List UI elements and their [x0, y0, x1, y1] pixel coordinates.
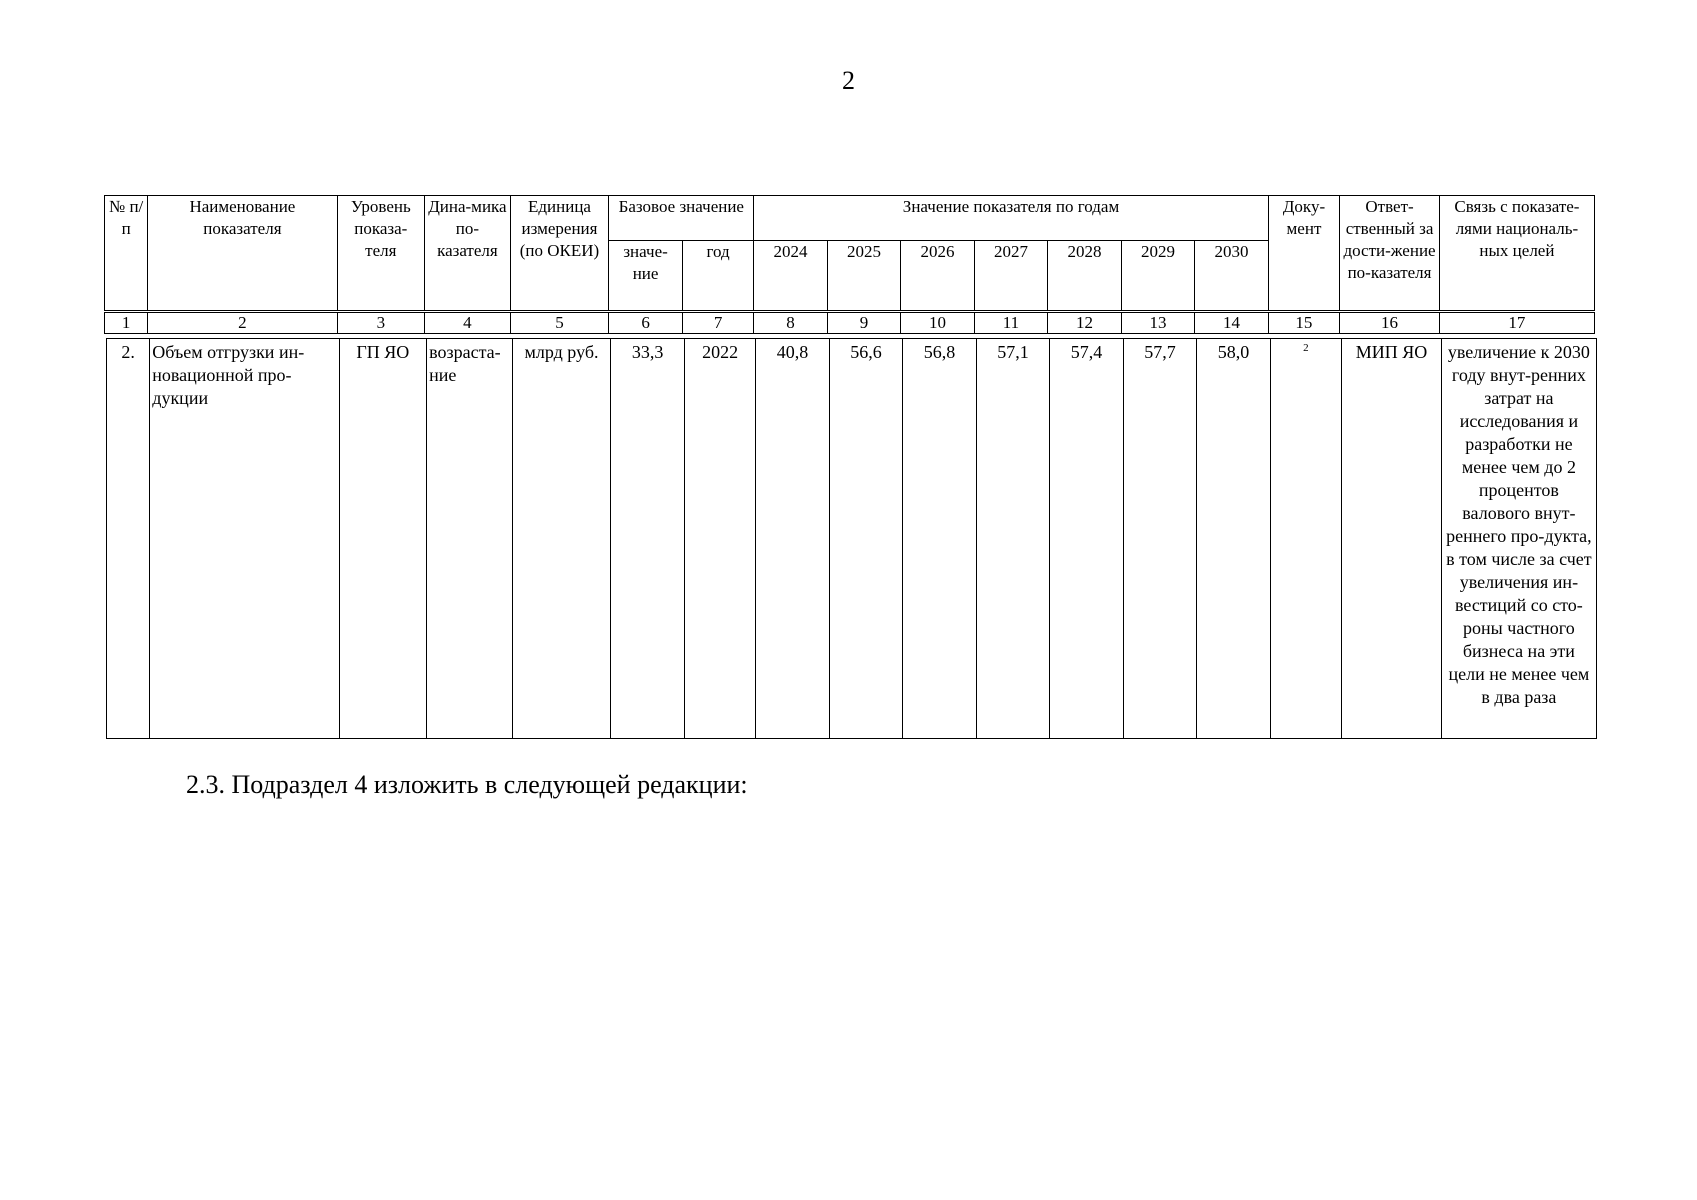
column-number: 5	[510, 313, 609, 334]
column-number: 8	[754, 313, 827, 334]
row-document	[1270, 339, 1341, 739]
header-year: 2025	[827, 241, 900, 311]
header-responsible: Ответ-ственный за дости-жение по-казателя	[1340, 196, 1440, 311]
table-row	[107, 339, 1597, 739]
row-value: 58,0	[1197, 339, 1270, 739]
column-number: 15	[1268, 313, 1339, 334]
row-value: 56,8	[903, 339, 976, 739]
table-data	[106, 338, 1597, 739]
header-name: Наименование показателя	[148, 196, 337, 311]
row-responsible: МИП ЯО	[1342, 339, 1442, 739]
column-number: 11	[974, 313, 1047, 334]
page-number: 2	[842, 66, 855, 95]
header-base-year: год	[682, 241, 753, 311]
header-year: 2028	[1048, 241, 1121, 311]
column-number: 17	[1439, 313, 1594, 334]
header-year: 2024	[754, 241, 827, 311]
header-year: 2029	[1121, 241, 1194, 311]
row-base-year: 2022	[684, 339, 755, 739]
row-no: 2.	[107, 339, 150, 739]
column-number: 13	[1121, 313, 1194, 334]
row-value: 57,7	[1123, 339, 1196, 739]
column-number: 6	[609, 313, 682, 334]
header-base: Базовое значение	[609, 196, 754, 241]
header-year: 2027	[974, 241, 1047, 311]
column-number: 2	[148, 313, 337, 334]
column-number: 7	[682, 313, 753, 334]
header-year: 2026	[901, 241, 974, 311]
header-level: Уровень показа-теля	[337, 196, 425, 311]
row-link: увеличение к 2030 году внут-ренних затрат на исследования и разработки не менее чем до 2 процентов валового внут-реннего про-дукта, в том числе за счет увеличения ин-вестиций со сто-роны частного бизнеса на эти цели не менее чем в два раза	[1441, 339, 1596, 739]
row-unit: млрд руб.	[512, 339, 611, 739]
header-unit: Единица измерения (по ОКЕИ)	[510, 196, 609, 311]
column-number: 16	[1340, 313, 1440, 334]
header-no: № п/п	[105, 196, 148, 311]
header-year: 2030	[1195, 241, 1269, 311]
row-name: Объем отгрузки ин-новационной про-дукции	[150, 339, 339, 739]
column-number: 14	[1195, 313, 1268, 334]
row-dynamics: возраста-ние	[427, 339, 513, 739]
row-base-value: 33,3	[611, 339, 684, 739]
column-number: 4	[425, 313, 511, 334]
row-value: 56,6	[829, 339, 902, 739]
column-number: 10	[901, 313, 974, 334]
row-level: ГП ЯО	[339, 339, 427, 739]
header-dynamics: Дина-мика по-казателя	[425, 196, 511, 311]
row-value: 57,4	[1050, 339, 1123, 739]
column-number: 3	[337, 313, 425, 334]
header-link: Связь с показате-лями националь-ных целей	[1439, 196, 1594, 311]
document-footnote: 2	[1303, 342, 1309, 354]
row-value: 40,8	[756, 339, 829, 739]
header-document: Доку-мент	[1268, 196, 1339, 311]
table-column-numbers	[104, 312, 1595, 334]
row-value: 57,1	[976, 339, 1049, 739]
section-instruction: 2.3. Подраздел 4 изложить в следующей редакции:	[186, 770, 748, 799]
column-number: 1	[105, 313, 148, 334]
column-number: 9	[827, 313, 900, 334]
header-base-value: значе-ние	[609, 241, 682, 311]
column-number: 12	[1048, 313, 1121, 334]
table-header	[104, 195, 1595, 311]
header-years-group: Значение показателя по годам	[754, 196, 1268, 241]
